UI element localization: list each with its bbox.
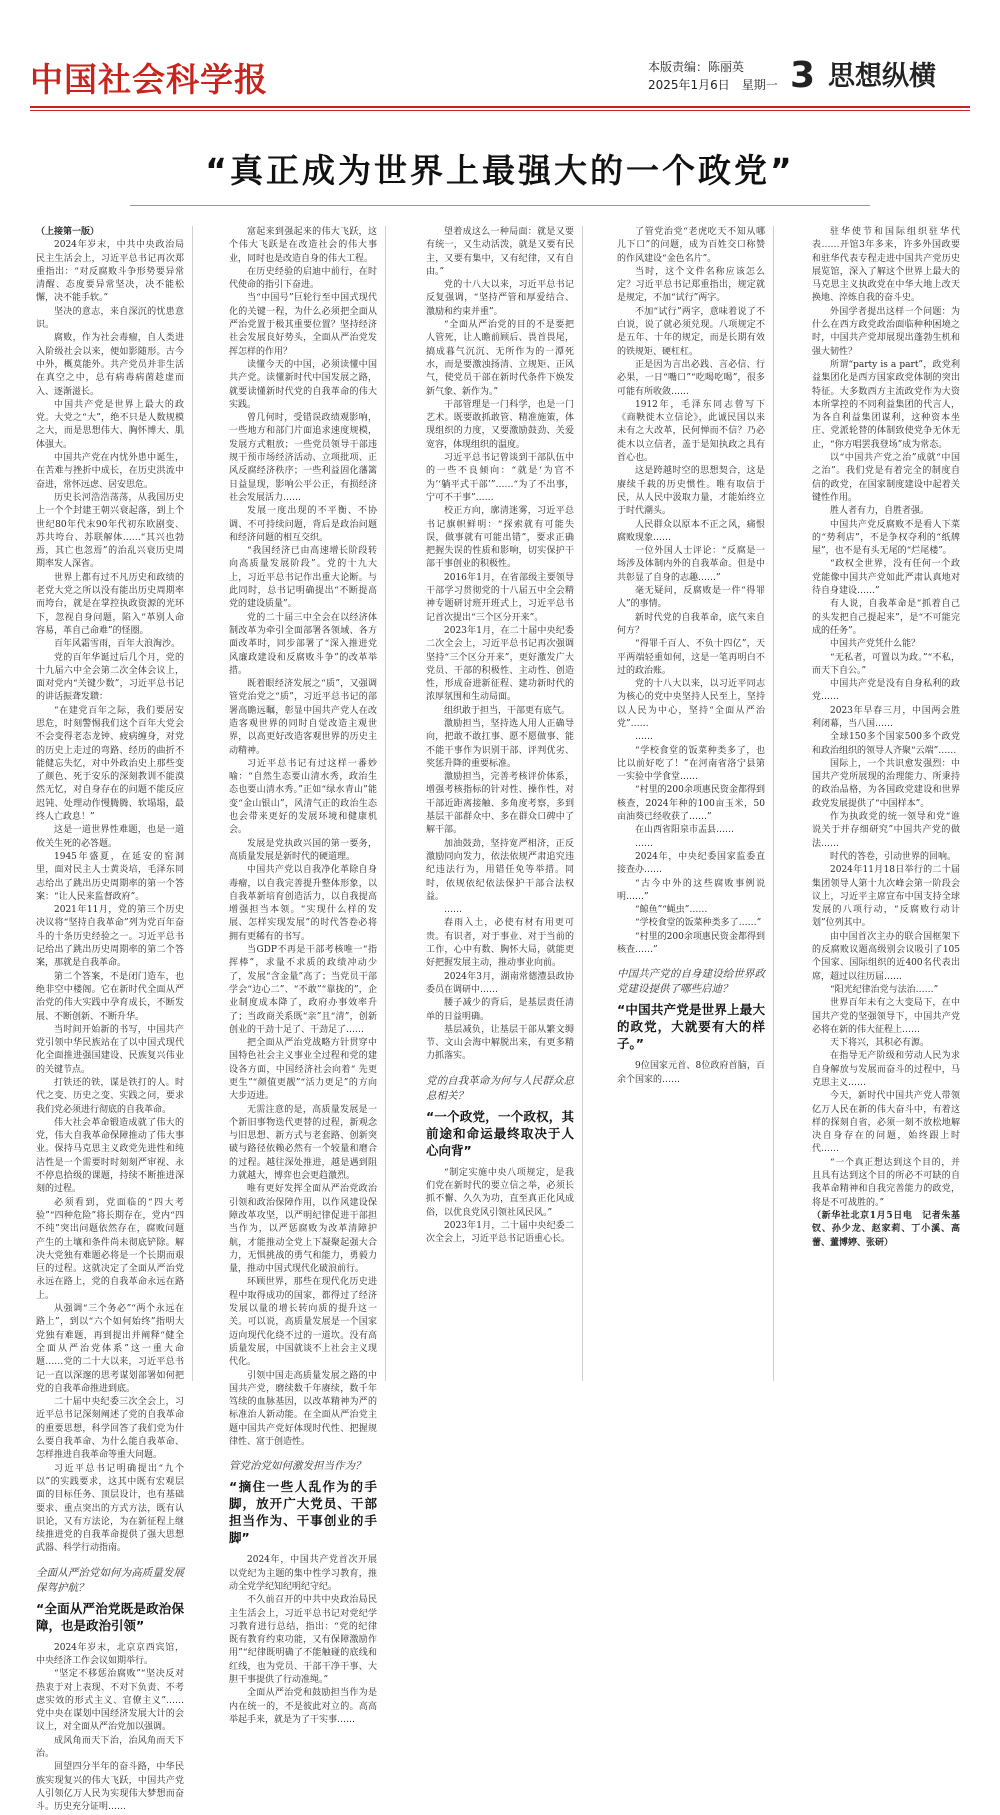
- page-number: 3: [790, 55, 816, 96]
- paragraph: 习近平总书记有过这样一番妙喻：“自然生态要山清水秀，政治生态也要山清水秀。”正如“绿水青山”能变“金山银山”，风清气正的政治生态也会带来更好的发展环境和健康机会。: [229, 758, 377, 836]
- paragraph: 人民群众以原本不正之风，痛恨腐败现象……: [617, 519, 765, 543]
- paragraph: 2024年岁末，中共中央政治局民主生活会上，习近平总书记再次郑重指出：“对反腐败斗争形势要异常清醒、态度要异常坚决，决不能松懈，决不能手软。”: [36, 240, 184, 304]
- paragraph: 1945年盛夏，在延安的窑洞里，面对民主人士黄炎培，毛泽东同志给出了跳出历史周期率的第一个答案：“让人民来监督政府”。: [36, 851, 184, 902]
- paragraph: 所谓“party is a part”，政党利益集团化是西方国家政党体制的突出特征。大多数西方主流政党作为大资本所掌控的不同利益集团的代言人，为各自利益集团谋利，这种资本坐庄、党派轮替的体制致使党争无休无止，“你方唱罢我登场”成为常态。: [812, 359, 960, 450]
- subheading-question: 全面从严治党如何为高质量发展保驾护航？: [36, 1566, 184, 1594]
- paragraph: 打铁还的铁，谋是铁打的人。时代之变、历史之变、实践之问，要求我们党必须进行彻底的自我革命。: [36, 1078, 184, 1115]
- col4-body: [617, 226, 765, 957]
- paragraph: 从强调“三个务必”“两个永远在路上”，到以“六个如何始终”指明大党独有难题，再到提出并阐释“健全全面从严治党体系”这一重大命题……党的二十大以来，习近平总书记一直以深邃的思考谋划部署如何把党的自我革命推进到底。: [36, 1304, 184, 1394]
- col1-body: [36, 239, 184, 1555]
- article-headline: “真正成为世界上最强大的一个政党”: [205, 151, 795, 190]
- paragraph: 以“中国共产党之治”成就“中国之治”。我们党是有着完全的制度自信的政党，在国家制度建设中起着关键性作用。: [812, 453, 960, 503]
- paragraph: 毫无疑问，反腐败是一件“得罪人”的事情。: [617, 586, 765, 610]
- paragraph: 中国共产党反腐败不是看人下菜的“势利店”，不是争权夺利的“纸牌屋”，也不是有头无尾的“烂尾楼”。: [812, 519, 960, 557]
- paragraph: 干部管理是一门科学，也是一门艺术。既要敢抓敢管、精准施策，体现组织的力度，又要激励鼓劲、关爱宽容，体现组织的温度。: [426, 399, 574, 450]
- issue-meta: [648, 58, 778, 94]
- paragraph: 世界百年未有之大变局下，在中国共产党的坚强领导下，中国共产党必将在新的伟大征程上……: [812, 998, 960, 1035]
- date-line: 2025年1月6日 星期一: [648, 78, 778, 92]
- paragraph: “鲸鱼”“蝇虫”……: [635, 905, 708, 916]
- col2-body: [229, 226, 377, 1449]
- paragraph: 习近平总书记曾谈到干部队伍中的一些不良倾向：“就是‘为官不为’‘躺平式干部’”……“为了不出事，宁可不干事”……: [426, 453, 574, 503]
- col3-body: [426, 226, 574, 1064]
- paragraph: “全面从严治党的目的不是要把人管死，让人瞻前顾后、畏首畏尾，搞成暮气沉沉、无所作为的一潭死水，而是要激浊扬清、立规矩、正风气，使党员干部在新时代条件下焕发新气象、新作为。”: [426, 320, 574, 397]
- paragraph: “阳光纪律治党与法治……”: [830, 984, 939, 995]
- paragraph: 环顾世界，那些在现代化历史进程中取得成功的国家，都得过了经济发展以量的增长转向质的提升这一关。可以说，高质量发展是一个国家迈向现代化绕不过的一道坎。没有高质量发展，中国就谈不上社会主义现代化。: [229, 1277, 377, 1368]
- paragraph: 2016年1月，在省部级主要领导干部学习贯彻党的十八届五中全会精神专题研讨班开班式上，习近平总书记首次提出“三个区分开来”。: [426, 572, 574, 623]
- paragraph: “在建党百年之际，我们要居安思危，时刻警惕我们这个百年大党会不会变得老态龙钟、疲病缠身，对党的历史上走过的弯路、经历的曲折不能健忘失忆，对中外政治史上那些变了颜色、死于安乐的深刻教训不能漠然无忆，对自身存在的问题不能反应迟钝、处理动作慢腾腾、软塌塌，最终人亡政息！”: [36, 705, 184, 823]
- paragraph: “制定实施中央八项规定，是我们党在新时代的要立信之举，必须长抓不懈、久久为功，直至真正化风成俗，以优良党风引领社风民风。”: [426, 1167, 574, 1218]
- masthead-divider-thin: [30, 110, 970, 111]
- paragraph: 中国共产党在内忧外患中诞生，在苦难与挫折中成长，在历史洪流中奋进，常怀远虑、居安思危。: [36, 453, 184, 490]
- paragraph: 2024年，中央纪委国家监委直接查办……: [617, 851, 765, 876]
- paragraph: 2023年1月，在二十届中央纪委二次全会上，习近平总书记再次强调坚持“三个区分开来”，更好激发广大党员、干部的积极性、主动性、创造性，形成奋进新征程、建功新时代的浓厚氛围和生动局面。: [426, 625, 574, 703]
- paragraph: 当时，这个文件名称应该怎么定？习近平总书记郑重指出，规定就是规定，不加“试行”两字。: [617, 266, 765, 304]
- paragraph: “无私者，可置以为政。”“不私，而天下自公。”: [812, 652, 960, 676]
- paragraph: 唯有更好发挥全面从严治党政治引领和政治保障作用，以作风建设保障改革攻坚，以严明纪律促进干部担当作为，以严惩腐败为改革清障护航，才能推动全党上下凝聚起强大合力，无惧挑战的勇气和能力，勇毅力量，推动中国式现代化破浪前行。: [229, 1184, 377, 1275]
- paragraph: ……: [635, 838, 653, 849]
- paragraph: 百年风霜雪雨，百年大浪淘沙。: [54, 639, 181, 650]
- paragraph: 党的二十届三中全会在以经济体制改革为牵引全面部署各领域、各方面改革时，同步部署了“深入推进党风廉政建设和反腐败斗争”的改革举措。: [229, 612, 377, 676]
- paragraph: 天下将兴，其积必有源。: [830, 1038, 930, 1049]
- subheading-1: [36, 1566, 184, 1634]
- paragraph: 党的十八大以来，习近平总书记反复强调，“坚持严管和厚爱结合、激励和约束并重”。: [426, 280, 574, 317]
- column-divider: [192, 226, 193, 1381]
- paragraph: 读懂今天的中国，必须读懂中国共产党。读懂新时代中国发展之路，就要读懂新时代党的自我革命的伟大实践。: [229, 359, 377, 410]
- editor-line: 本版责编：陈丽英: [648, 60, 745, 74]
- article-column-4: [617, 226, 765, 1386]
- masthead-divider: [30, 106, 970, 108]
- paragraph: 由中国首次主办的联合国框架下的反腐败议题高级别会议吸引了105个国家、国际组织的近400名代表出席，超过以往历届……: [812, 931, 960, 982]
- article-column-1: [36, 226, 184, 1813]
- paragraph: 在历史经验的启迪中前行，在时代使命的指引下奋进。: [229, 266, 377, 291]
- subheading-question: 党的自我革命为何与人民群众息息相关？: [426, 1074, 574, 1102]
- paragraph: 必须看到，党面临的“四大考验”“四种危险”将长期存在，党内“四不纯”突出问题依然存在，腐败问题产生的土壤和条件尚未彻底铲除。解决大党独有难题必将是一个长期而艰巨的过程。这就决定了全面从严治党永远在路上，党的自我革命永远在路上。: [36, 1197, 184, 1301]
- paragraph: 在山西省阳泉市盂县……: [635, 825, 735, 836]
- col4-tail: [617, 1060, 765, 1087]
- subheading-answer: “全面从严治党既是政治保障，也是政治引领”: [36, 1600, 184, 1633]
- paragraph: 新时代党的自我革命，底气来自何方？: [617, 612, 765, 636]
- paragraph: 二十届中央纪委三次全会上，习近平总书记深刻阐述了党的自我革命的重要思想，科学回答了我们党为什么要自我革命、为什么能自我革命、怎样推进自我革命等重大问题。: [36, 1397, 184, 1461]
- paragraph: “坚定不移惩治腐败”“坚决反对热衷于对上表现、不对下负责、不考虑实效的形式主义、官僚主义”……党中央在谋划中国经济发展大计的会议上，对全面从严治党加以强调。: [36, 1669, 184, 1733]
- paragraph: 在指导无产阶级和劳动人民为求自身解放与发展而奋斗的过程中，马克思主义……: [812, 1051, 960, 1088]
- subheading-answer: “摘住一些人乱作为的手脚，放开广大党员、干部担当作为、干事创业的手脚”: [229, 1479, 377, 1546]
- paragraph: 基层减负，让基层干部从繁文缛节、文山会海中解脱出来，有更多精力抓落实。: [426, 1024, 574, 1062]
- paragraph: 中国共产党是世界上最大的政党。大党之“大”，绝不只是人数规模之大，而是思想伟大、胸怀博大、肌体强大。: [36, 399, 184, 450]
- subheading-question: 中国共产党的自身建设给世界政党建设提供了哪些启迪？: [617, 968, 765, 996]
- paragraph: 不加“试行”两字，意味着说了不白说，说了就必须兑现。八项规定不是五年、十年的规定，而是长期有效的铁规矩、硬杠杠。: [617, 306, 765, 357]
- paragraph: 发展是党执政兴国的第一要务，高质量发展是新时代的硬道理。: [229, 838, 377, 862]
- paragraph: 习近平总书记明确提出“九个以”的实践要求，这其中既有宏观层面的目标任务、顶层设计，也有基础要求、重点突出的方式方法，既有认识论，又有方法论，为在新征程上继续推进党的自我革命提供了强大思想武器、科学行动指南。: [36, 1463, 184, 1554]
- paragraph: 加油鼓劲，坚持宽严相济，正反激励同向发力，依法依规严肃追究违纪违法行为，用错任免等举措。同时，依规依纪依法保护干部合法权益。: [426, 838, 574, 902]
- paragraph: 激励担当，坚持选人用人正确导向，把敢不敢扛事、愿不愿做事、能不能干事作为识别干部、评判优劣、奖惩升降的重要标准。: [426, 718, 574, 769]
- subheading-answer: “中国共产党是世界上最大的政党，大就要有大的样子。”: [617, 1002, 765, 1052]
- paragraph: 这是跨越时空的思想契合，这是赓续千载的历史惯性。唯有取信于民，从人民中汲取力量，才能始终立于时代潮头。: [617, 466, 765, 517]
- paragraph: 无需注意的是，高质量发展是一个新旧事物迭代更替的过程，新观念与旧思想、新方式与老套路、创新突破与路径依赖必然有一个较量和磨合的过程。越往深处推进，越是遇到阻力就越大，博弈也会更趋激烈。: [229, 1104, 377, 1182]
- paragraph: 校正方向，廓清迷雾，习近平总书记旗帜鲜明：“探索就有可能失误，做事就有可能出错”，要求正确把握失误的性质和影响，切实保护干部干事创业的积极性。: [426, 506, 574, 570]
- headline-divider: [130, 205, 870, 206]
- paragraph: 当时间开始新的书写，中国共产党引领中华民族站在了以中国式现代化全面推进强国建设、民族复兴伟业的关键节点。: [36, 1024, 184, 1075]
- paragraph: “学校食堂的饭菜种类多了……”: [635, 918, 762, 929]
- paragraph: “一个真正想达到这个目的，并且具有达到这个目的所必不可缺的自我革命精神和自我完善能力的政党，将是不可战胜的。”: [812, 1157, 960, 1208]
- paragraph: 国际上，一个共识愈发强烈：中国共产党所展现的治理能力、所秉持的政治品格，为各国政党建设和世界政党发展提供了“中国样本”。: [812, 758, 960, 809]
- paragraph: “学校食堂的饭菜种类多了，也比以前好吃了！”在河南省洛宁县第一实验中学食堂……: [617, 745, 765, 783]
- paragraph: 党的百年华诞过后几个月，党的十九届六中全会第二次全体会议上，面对党内“关键少数”，习近平总书记的讲话振聋发聩：: [36, 652, 184, 703]
- subheading-2: [229, 1459, 377, 1546]
- paragraph: 把全面从严治党战略方针贯穿中国特色社会主义事业全过程和党的建设各方面，中国经济社会向着“ 先更更生”“颜值更靓”“活力更足”的方向大步迈进。: [229, 1038, 377, 1102]
- column-divider: [773, 226, 774, 1381]
- paragraph: 历史长河浩浩荡荡，从我国历史上一个个封建王朝兴衰起落，到上个世纪80年代末90年代初东欧剧变、苏共垮台、苏联解体……“其兴也勃焉，其亡也忽焉”的治乱兴衰历史周期率发人深省。: [36, 492, 184, 570]
- paragraph: “政权全世界，没有任何一个政党能像中国共产党如此严肃认真地对待自身建设……”: [812, 559, 960, 597]
- paragraph: 2021年11月，党的第三个历史决议将“坚持自我革命”列为党百年奋斗的十条历史经验之一。习近平总书记给出了跳出历史周期率的第二个答案，那就是自我革命。: [36, 905, 184, 969]
- subheading-3: [426, 1074, 574, 1159]
- subheading-question: 管党治党如何激发担当作为？: [229, 1460, 366, 1473]
- paragraph: 曾几何时，受错误政绩观影响，一些地方和部门片面追求速度规模，发展方式粗放；一些党员领导干部违规干预市场经济活动、立项批项、正风反腐经济秩序；一些利益固化藩篱日益显现，影响公平公正，有损经济社会发展活力……: [229, 413, 377, 503]
- continued-tag: （上接第一版）: [36, 227, 100, 237]
- paragraph: 有人说，自我革命是“抓着自己的头发把自己提起来”，是“不可能完成的任务”。: [812, 599, 960, 636]
- paragraph: 引领中国走高质量发展之路的中国共产党，磨续数千年赓续，数千年笃续的血脉基因，以改革精神为严的标准治人新动能。在全面从严治党主题中国共产党好体现时代性、把握规律性、富于创造性。: [229, 1370, 377, 1448]
- article-byline: （新华社北京1月5日电 记者朱基钗、孙少龙、赵家莉、丁小溪、高蕾、董博婷、张研）: [812, 1210, 960, 1248]
- paragraph: 2024年，中国共产党首次开展以党纪为主题的集中性学习教育，推动全党学纪知纪明纪守纪。: [229, 1555, 377, 1592]
- paragraph: 时代的答卷，引动世界的回响。: [830, 851, 957, 862]
- paragraph: 伟大社会革命锻造成就了伟大的党，伟大自我革命保障推动了伟大事业。保持马克思主义政党先进性和纯洁性是一个需要时时刻刻严审视、永不停息拾级的课题，持续不断推进深刻的过程。: [36, 1117, 184, 1195]
- col2-tail: [229, 1554, 377, 1727]
- paragraph: “得罪千百人、不负十四亿”，天平两端轻重如何，这是一笔再明白不过的政治账。: [617, 639, 765, 676]
- paragraph: 第二个答案，不是闭门造车，也绝非空中楼阁。它在新时代全面从严治党的伟大实践中孕育成长，不断发展、不断创新、不断升华。: [36, 971, 184, 1022]
- paragraph: 9位国家元首、8位政府首脑，百余个国家的……: [617, 1061, 765, 1085]
- column-divider: [582, 226, 583, 1381]
- paragraph: “古今中外的这些腐败事例说明……”: [617, 878, 765, 902]
- paragraph: “我国经济已由高速增长阶段转向高质量发展阶段”。党的十九大上，习近平总书记作出重大论断。与此同时，总书记明确提出“不断提高党的建设质量”。: [229, 546, 377, 610]
- col5-body: [812, 226, 960, 1210]
- article-column-2: [229, 226, 377, 1725]
- article-column-5: [812, 226, 960, 1386]
- newspaper-logo: 中国社会科学报: [30, 60, 268, 99]
- subheading-4: [617, 967, 765, 1052]
- column-divider: [385, 226, 386, 1381]
- paragraph: 腰子减少的背后，是基层责任清单的日益明确。: [426, 998, 574, 1022]
- paragraph: 2024年岁末，北京京西宾馆，中央经济工作会议如期举行。: [36, 1642, 184, 1666]
- paragraph: 当GDP不再是干部考核唯一“指挥棒”，求量不求质的政绩冲动少了，发展“含金量”高了；当党员干部学会“边心二”、“不敢”“靠拢的”，企业制度成本降了，政府办事效率升了；当政商关系既“亲”且“清”，创新创业的干劲十足了、干劲足了……: [229, 945, 377, 1035]
- paragraph: 2024年3月，湖南常德澧县政协委员在调研中……: [426, 971, 574, 995]
- paragraph: 既着眼经济发展之“质”，又强调管党治党之“质”，习近平总书记的部署高瞻远瞩，彰显中国共产党人在改造客观世界的同时自觉改造主观世界，以高更好改造客观世界的历史主动精神。: [229, 679, 377, 756]
- paragraph: 成风角而天下治，治风角而天下治。: [36, 1735, 184, 1760]
- paragraph: 富起来到强起来的伟大飞跃，这个伟大飞跃是在改造社会的伟大事业，同时也是改造自身的伟大工程。: [229, 227, 377, 264]
- paragraph: 一位外国人士评论：“反腐是一场涉及体制内外的自我革命。但是中共彰显了自身的志趣……”: [617, 546, 765, 583]
- paragraph: 中国共产党凭什么能？: [830, 639, 921, 650]
- paragraph: 当“中国号”巨轮行至中国式现代化的关键一程，为什么必须把全面从严治党置于极其重要位置？坚持经济社会发展良好势头，全面从严治党发挥怎样的作用？: [229, 293, 377, 357]
- paragraph: 坚决的意志，来自深沉的忧患意识。: [36, 306, 184, 331]
- paragraph: 驻华使节和国际组织驻华代表……开馆3年多来，许多外国政要和驻华代表专程走进中国共产党历史展览馆，深入了解这个世界上最大的马克思主义执政党在中华大地上改天换地、淬炼自我的奋斗史。: [812, 227, 960, 304]
- paragraph: 正是因为言出必践、言必信、行必果，一日“嘴口”“吃喝吃喝”，很多可能有所收敛……: [617, 359, 765, 397]
- paragraph: 2023年1月，二十届中央纪委二次全会上，习近平总书记语重心长。: [426, 1220, 574, 1245]
- paragraph: 中国共产党以自我净化革除自身毒瘤，以自我完善提升整体形象，以自我革新培育创造活力，以自我提高增强担当本领。“实现什么样的发展、怎样实现发展”的时代答卷必将拥有更稀有的书写。: [229, 865, 377, 942]
- paragraph: “村里的200余项惠民资金都得到核查，2024年种的100亩玉米，50亩油葵已经收获了……”: [617, 785, 765, 823]
- paragraph: 作为执政党的统一领导和党“谁说关于并存细研究”中国共产党的做法……: [812, 812, 960, 849]
- paragraph: ……: [444, 905, 462, 916]
- paragraph: 春雨入土，必使有材有用更可贵。有识者，对于事业、对于当前的工作，心中有数、胸怀大局，就能更好把握发展主动，推动事业向前。: [426, 918, 574, 969]
- paragraph: 全面从严治党和鼓励担当作为是内在统一的，不是彼此对立的。高高举起手来，就是为了干实事……: [229, 1688, 377, 1725]
- article-column-3: [426, 226, 574, 1386]
- subheading-answer: “一个政党，一个政权，其前途和命运最终取决于人心向背”: [426, 1108, 574, 1158]
- paragraph: “村里的200余项惠民资金都得到核查……”: [617, 931, 765, 956]
- paragraph: 今天，新时代中国共产党人带领亿万人民在新的伟大奋斗中，有着这样的探刻自省，必须一刻不放松地解决自身存在的问题，始终跟上时代……: [812, 1091, 960, 1155]
- col3-tail: [426, 1167, 574, 1247]
- paragraph: 不久前召开的中共中央政治局民主生活会上，习近平总书记对党纪学习教育进行总结，指出：“党的纪律既有教育约束功能，又有保障激励作用”“纪律既明确了不能触碰的底线和红线，也为党员、干部干净干事、大胆干事提供了行动准绳。”: [229, 1595, 377, 1685]
- paragraph: 2024年11月18日举行的二十届集团领导人第十九次峰会第一阶段会议上，习近平主席宣布中国支持全球发展的八项行动，“反腐败行动计划”位列其中。: [812, 865, 960, 929]
- masthead: [30, 48, 970, 108]
- paragraph: ……: [635, 732, 653, 743]
- paragraph: 2023年早春三月，中国两会胜利闭幕，当八国……: [812, 705, 960, 729]
- paragraph: 发展一度出现的不平衡、不协调、不可持续问题，背后是政治问题和经济问题的相互交织。: [229, 506, 377, 543]
- paragraph: 腐败，作为社会毒瘤，自人类进入阶级社会以来，便如影随形。古今中外，概莫能外。共产党员并非生活在真空之中，总有病毒病菌趁虚而入、逐渐滋长。: [36, 333, 184, 397]
- paragraph: 党的十八大以来，以习近平同志为核心的党中央坚持人民至上，坚持以人民为中心，坚持“全面从严治党”……: [617, 679, 765, 729]
- paragraph: 外国学者提出这样一个问题：为什么在西方政党政治面临种种困境之时，中国共产党却展现出蓬勃生机和强大韧性？: [812, 306, 960, 357]
- paragraph: 世界上都有过不凡历史和政绩的老党大党之所以没有能出历史周期率而垮台，就是在掌控执政资源的光环下，忽视自身问题，陷入“革别人命容易，革自己命难”的怪圈。: [36, 572, 184, 636]
- paragraph: 胜人者有力，自胜者强。: [830, 506, 930, 517]
- paragraph: 1912年，毛泽东同志曾写下《商鞅徙木立信论》，此诚民国以来未有之大改革，民何惮而不信？乃必徙木以立信者，盖于是知执政之具有首心也。: [617, 399, 765, 464]
- col1-tail: [36, 1642, 184, 1815]
- paragraph: 中国共产党是没有自身私利的政党……: [812, 679, 960, 703]
- paragraph: 组织敢于担当，干部更有底气。: [444, 705, 571, 716]
- paragraph: 全球150多个国家500多个政党和政治组织的领导人齐聚“云端”……: [812, 732, 960, 756]
- paragraph: 望着成这么一种局面：就是又要有统一，又生动活泼，就是又要有民主，又要有集中，又有纪律，又有自由。”: [426, 227, 574, 277]
- section-title: 思想纵横: [828, 61, 936, 92]
- paragraph: 这是一道世界性难题，也是一道攸关生死的必答题。: [36, 825, 184, 849]
- paragraph: 激励担当，完善考核评价体系，增强考核指标的针对性、操作性，对干部近距离接触、多角度考察，多到基层干部群众中、多在群众口碑中了解干部。: [426, 772, 574, 836]
- paragraph: 回望四分半年的奋斗路，中华民族实现复兴的伟大飞跃，中国共产党人引领亿万人民为实现伟大梦想而奋斗。历史充分证明……: [36, 1762, 184, 1813]
- paragraph: 了管党治党“老虎吃天不知从哪儿下口”的问题，成为百姓交口称赞的作风建设“金色名片”。: [617, 227, 765, 264]
